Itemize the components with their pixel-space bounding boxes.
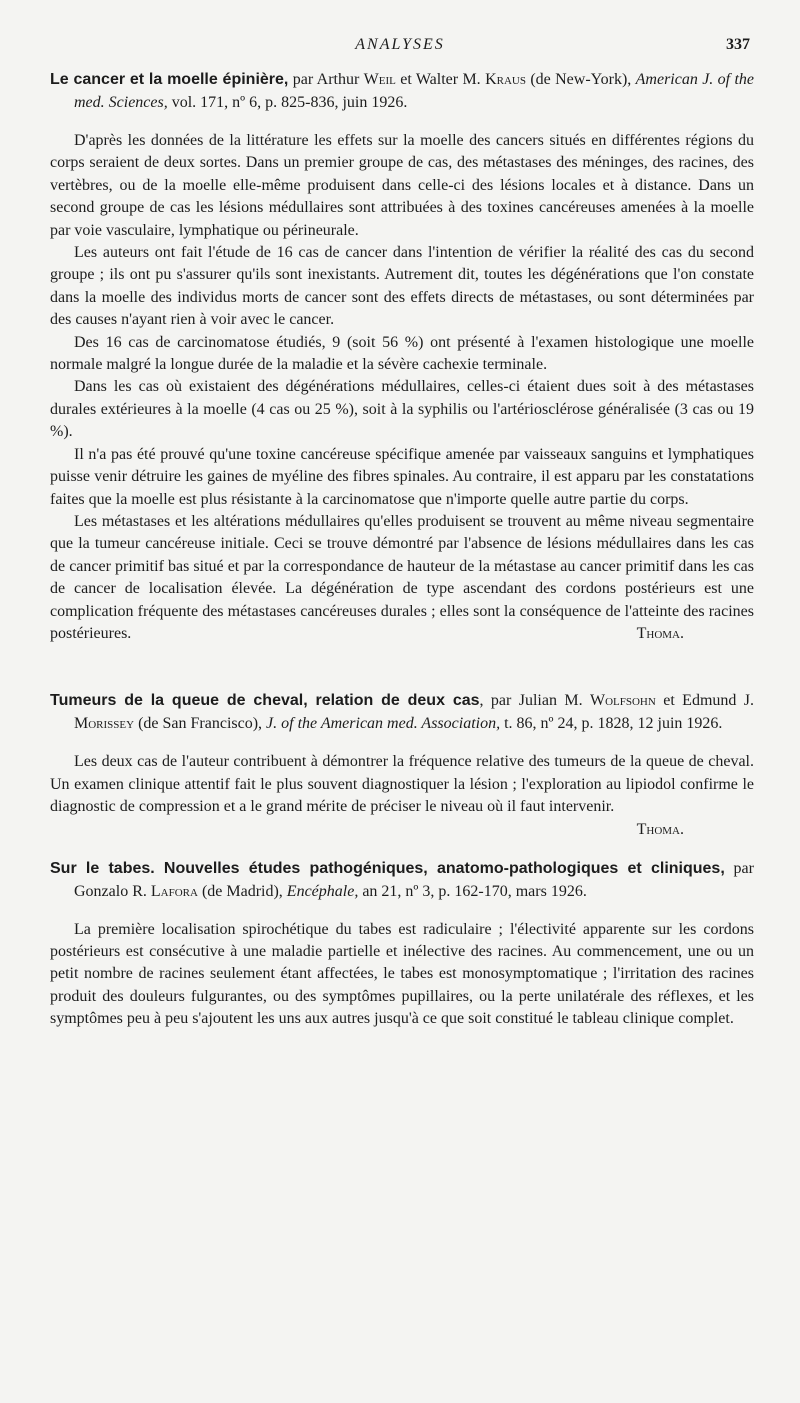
- article-place: (de New-York),: [525, 71, 636, 88]
- article-byline: par Arthur: [288, 71, 364, 88]
- journal-name: J. of the American med. Association,: [266, 715, 501, 733]
- journal-name: Encéphale,: [286, 882, 359, 900]
- running-title: ANALYSES: [355, 36, 445, 53]
- article-heading: [50, 857, 754, 903]
- author-name: Lafora: [150, 882, 198, 900]
- article-byline: et Walter M.: [395, 71, 486, 88]
- article-tabes: [50, 857, 754, 1031]
- citation: an 21, nº 3, p. 162-170, mars 1926.: [358, 882, 587, 900]
- paragraph: Des 16 cas de carcinomatose étudiés, 9 (soit 56 %) ont présenté à l'examen histologique une moelle normale malgré la longue durée de la maladie et la sévère cachexie terminale.: [50, 333, 754, 374]
- article-byline: et Edmund J.: [655, 692, 755, 710]
- citation: vol. 171, nº 6, p. 825-836, juin 1926.: [167, 94, 408, 111]
- paragraph: La première localisation spirochétique du tabes est radiculaire ; l'électivité apparente sur les cordons postérieurs est consécutive à une maladie partielle et inélective des racines. Au commencement, une ou un petit nombre de racines seulement étant affectées, le tabes est monosymptomatique ; l'irritation des racines produit des douleurs fulgurantes, ou des symptômes pupillaires, ou la perte unilatérale des réflexes, et les symptômes peu à peu s'ajoutent les uns aux autres jusqu'à ce que soit constitué le tableau clinique complet.: [50, 920, 754, 1028]
- paragraph: D'après les données de la littérature les effets sur la moelle des cancers situés en différentes régions du corps seraient de deux sortes. Dans un premier groupe de cas, des métastases des méninges, des racines, des vertèbres, ou de la moelle elle-même produisent dans celle-ci des lésions locales et à distance. Dans un second groupe de cas les lésions médullaires sont attribuées à des toxines cancéreuses amenées à la moelle par voie vasculaire, lymphatique ou périneurale.: [50, 132, 754, 239]
- article-title: Tumeurs de la queue de cheval, relation de deux cas: [50, 692, 480, 710]
- author-name: Weil: [363, 71, 396, 88]
- paragraph: Il n'a pas été prouvé qu'une toxine cancéreuse spécifique amenée par vaisseaux sanguins et lymphatiques puisse venir détruire les gaines de myéline des fibres spinales. Au contraire, il est apparu par les constatations faites que la moelle est plus résistante à la carcinomatose que n'importe quelle autre partie du corps.: [50, 445, 754, 508]
- paragraph-text: Les métastases et les altérations médullaires qu'elles produisent se trouvent au même niveau segmentaire que la tumeur cancéreuse initiale. Ceci se trouve démontré par l'absence de lésions médullaires dans les cas de cancer primitif bas situé et par la correspondance de hauteur de la métastase au cancer primitif dans les cas de cancer de localisation élevée. La dégénération de type ascendant des cordons postérieurs est une complication fréquente des métastases cancéreuses durales ; elles sont la conséquence de l'atteinte des racines postérieures.: [50, 512, 754, 642]
- article-byline: , par Julian M.: [479, 692, 590, 710]
- article-title: Sur le tabes. Nouvelles études pathogéniques, anatomo-pathologiques et cliniques,: [50, 859, 725, 877]
- journal-name: American J. of the med. Sciences,: [74, 71, 755, 111]
- author-name: Wolfsohn: [589, 692, 656, 710]
- citation: t. 86, nº 24, p. 1828, 12 juin 1926.: [500, 715, 723, 733]
- article-heading: [50, 689, 754, 735]
- article-place: (de San Francisco),: [134, 715, 267, 733]
- article-cancer-moelle: [50, 68, 754, 645]
- paragraph: Les auteurs ont fait l'étude de 16 cas de cancer dans l'intention de vérifier la réalité des cas du second groupe ; ils ont pu s'assurer qu'ils sont inexistants. Autrement dit, toutes les dégénérations que l'on constate dans la moelle des individus morts de cancer sont des effets directs de métastases, ou sont déterminées par des causes n'ayant rien à voir avec le cancer.: [50, 244, 754, 329]
- article-title: Le cancer et la moelle épinière,: [50, 71, 289, 88]
- article-queue-de-cheval: [50, 689, 755, 838]
- author-name: Kraus: [485, 71, 526, 88]
- paragraph-text: Les deux cas de l'auteur contribuent à démontrer la fréquence relative des tumeurs de la queue de cheval. Un examen clinique attentif fait le plus souvent diagnostiquer la lésion ; l'exploration au lipiodol confirme le diagnostic de compression et a le grand mérite de préciser le niveau où il faut intervenir.: [50, 753, 754, 816]
- signature: Thoma.: [636, 624, 684, 642]
- page-content: [50, 68, 754, 1031]
- paragraph-last: [50, 511, 754, 645]
- page-number: 337: [726, 36, 750, 53]
- signature: Thoma.: [636, 820, 684, 838]
- article-heading: [50, 68, 754, 114]
- paragraph: Dans les cas où existaient des dégénérations médullaires, celles-ci étaient dues soit à des métastases durales extérieures à la moelle (4 cas ou 25 %), soit à la syphilis ou l'artériosclérose généralisée (3 cas ou 19 %).: [50, 378, 754, 441]
- author-name: Morissey: [74, 715, 135, 733]
- running-head: [0, 36, 800, 58]
- article-place: (de Madrid),: [197, 882, 287, 900]
- article-byline: par Gonzalo R.: [74, 859, 754, 900]
- paragraph-last: [50, 751, 754, 838]
